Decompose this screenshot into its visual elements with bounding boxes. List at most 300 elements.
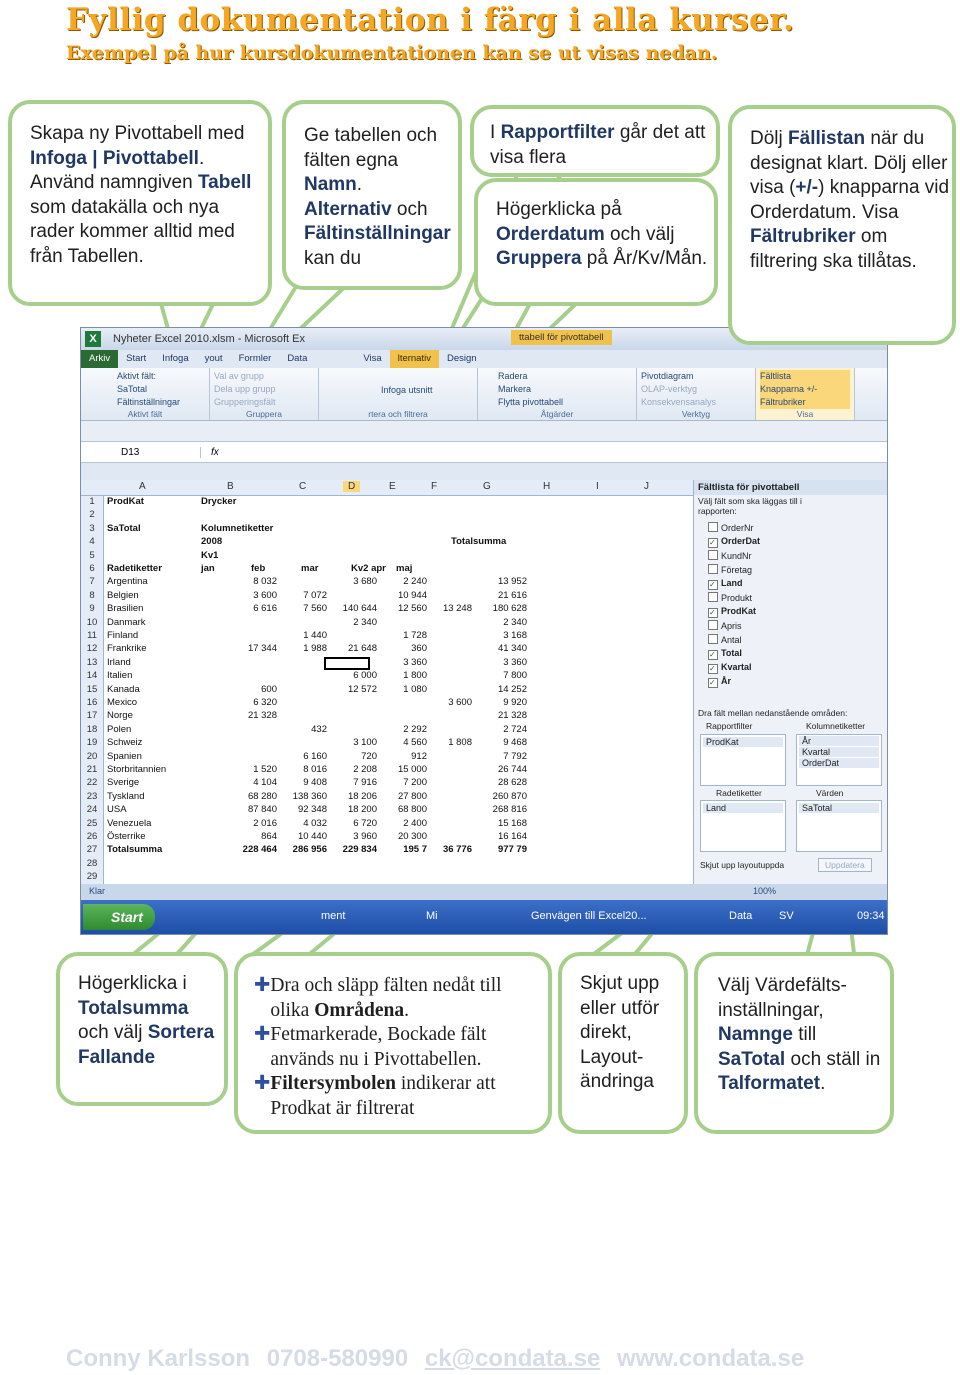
table-cell[interactable]: 600	[261, 683, 277, 695]
row-number: 27	[81, 844, 104, 857]
table-row	[81, 858, 693, 871]
ribbon-group-show	[756, 368, 855, 420]
table-cell[interactable]: 6 616	[253, 603, 277, 615]
table-cell[interactable]: Spanien	[107, 750, 142, 762]
field-name: ProdKat	[721, 606, 757, 616]
table-cell[interactable]: Brasilien	[107, 603, 144, 615]
col-header: C	[299, 481, 307, 492]
column-item[interactable]: År	[799, 736, 879, 746]
field-checkbox-0[interactable]	[708, 522, 754, 533]
values-label: Värden	[816, 788, 844, 798]
clear-button[interactable]: Radera	[498, 371, 528, 381]
group-label: Visa	[796, 409, 814, 419]
table-cell[interactable]: 7 800	[503, 670, 527, 682]
insert-slicer-button[interactable]: Infoga utsnitt	[381, 385, 433, 395]
field-name: OrderDat	[721, 536, 761, 546]
bullet-icon: ✚	[254, 975, 271, 996]
row-number: 19	[81, 737, 104, 750]
checkbox-icon[interactable]	[708, 678, 718, 688]
table-cell[interactable]: 10 440	[297, 831, 327, 842]
callout-text	[490, 121, 710, 170]
tab-arkiv[interactable]: Arkiv	[81, 350, 118, 368]
table-cell[interactable]: 21 648	[347, 643, 377, 655]
table-cell[interactable]: 140 644	[342, 603, 377, 615]
text: indikerar att Prodkat är filtrerat	[270, 1073, 496, 1119]
pivotchart-button[interactable]: Pivotdiagram	[641, 371, 694, 381]
table-cell[interactable]: 8 016	[303, 764, 327, 775]
table-cell[interactable]: 9 468	[503, 737, 527, 749]
checkbox-icon[interactable]	[708, 564, 718, 574]
callout-field-list	[728, 105, 956, 345]
table-cell[interactable]: Norge	[107, 710, 133, 722]
table-row	[81, 563, 693, 576]
column-labels-label: Kolumnetiketter	[806, 721, 866, 731]
table-cell[interactable]: 2 400	[403, 817, 427, 829]
table-cell[interactable]: Kv1	[201, 549, 219, 561]
text: Fetmarkerade, Bockade fält används nu i Pivottabellen.	[270, 1024, 487, 1070]
table-cell[interactable]: 260 870	[492, 790, 527, 802]
ungroup-button[interactable]: Dela upp grupp	[214, 384, 276, 394]
name-box[interactable]: D13	[81, 447, 201, 458]
table-row	[81, 576, 693, 589]
table-cell[interactable]: 6 160	[303, 750, 327, 762]
table-row	[81, 643, 693, 656]
table-cell[interactable]: 9 920	[503, 697, 527, 708]
table-cell[interactable]: 2 016	[253, 817, 277, 829]
table-row	[81, 844, 693, 857]
table-cell[interactable]: 9 408	[303, 777, 327, 789]
table-cell[interactable]: Mexico	[107, 697, 138, 708]
text-bold: Fältinställnin	[304, 223, 422, 244]
text: Högerklicka på	[496, 199, 622, 220]
table-cell[interactable]: 3 360	[503, 656, 527, 668]
text: och	[391, 198, 428, 220]
table-cell[interactable]: Totalsumma	[451, 536, 507, 548]
field-list-title: Fältlista för pivottabell	[694, 480, 888, 495]
table-cell[interactable]: 68 800	[397, 804, 427, 816]
row-labels-area[interactable]	[700, 800, 786, 852]
table-cell[interactable]: 2 340	[353, 616, 377, 628]
table-cell[interactable]: Drycker	[201, 496, 237, 507]
field-checkbox-1[interactable]	[708, 536, 760, 548]
group-label: Aktivt fält	[127, 409, 163, 419]
table-cell[interactable]: 360	[411, 643, 427, 655]
table-row	[81, 818, 693, 831]
update-button[interactable]: Uppdatera	[818, 858, 872, 872]
table-cell[interactable]: 15 000	[397, 764, 427, 775]
table-cell[interactable]: 7 560	[303, 603, 327, 615]
checkbox-icon[interactable]	[708, 592, 718, 602]
table-cell[interactable]: 1 988	[303, 643, 327, 655]
footer-phone: 0708-580990	[266, 1345, 409, 1372]
column-labels-area[interactable]	[796, 734, 882, 786]
table-cell[interactable]: 1 808	[448, 737, 472, 749]
table-cell[interactable]: 13 952	[497, 576, 527, 588]
table-cell[interactable]: 3 360	[403, 656, 427, 668]
table-cell[interactable]: 2008	[201, 536, 223, 548]
group-field-button[interactable]: Grupperingsfält	[214, 397, 276, 407]
tab-infoga[interactable]: Infoga	[162, 353, 189, 364]
row-number: 11	[81, 630, 104, 643]
taskbar-item[interactable]: ment	[321, 910, 346, 922]
table-cell[interactable]: 18 200	[347, 804, 377, 816]
table-row	[81, 684, 693, 697]
table-cell[interactable]: Radetiketter	[107, 563, 162, 574]
table-cell[interactable]: Finland	[107, 630, 139, 641]
table-cell[interactable]: 7 792	[503, 750, 527, 762]
table-row	[81, 804, 693, 817]
table-cell[interactable]: Belgien	[107, 589, 139, 601]
field-settings-button[interactable]: Fältinställningar	[117, 397, 181, 407]
field-name: År	[721, 676, 732, 686]
field-name: Företag	[721, 565, 753, 575]
table-cell[interactable]: 6 000	[353, 670, 377, 682]
table-cell[interactable]: 1 728	[403, 630, 427, 641]
table-cell[interactable]: 18 206	[347, 790, 377, 802]
callout-drag-fields	[234, 952, 552, 1134]
row-number: 6	[81, 563, 104, 576]
table-cell[interactable]: 3 100	[353, 737, 377, 749]
table-cell[interactable]: Frankrike	[107, 643, 147, 655]
table-cell[interactable]: Kanada	[107, 683, 140, 695]
table-cell[interactable]: 7 916	[353, 777, 377, 789]
table-cell[interactable]: 7 200	[403, 777, 427, 789]
status-text: Klar	[89, 886, 106, 896]
table-cell[interactable]: Venezuela	[107, 817, 152, 829]
ribbon-group-actions	[478, 368, 637, 420]
tab-alternativ[interactable]: lternativ	[390, 350, 439, 368]
table-cell[interactable]: 3 168	[503, 630, 527, 641]
table-cell[interactable]: 13 248	[442, 603, 472, 615]
text: .	[820, 1073, 826, 1094]
table-cell[interactable]: Österrike	[107, 831, 146, 842]
group-selection-button[interactable]: Val av grupp	[214, 371, 264, 381]
page-subtitle: Exempel på hur kursdokumentationen kan se ut visas nedan.	[66, 42, 718, 64]
table-cell[interactable]: Totalsumma	[107, 844, 163, 856]
text: Välj Värdefälts-inställningar,	[718, 975, 847, 1021]
table-cell[interactable]: maj	[396, 563, 413, 574]
active-field-value[interactable]: SaTotal	[117, 384, 148, 394]
table-cell[interactable]: 87 840	[247, 804, 277, 816]
field-checkbox-6[interactable]	[708, 606, 756, 618]
field-checkbox-7[interactable]	[708, 620, 742, 631]
table-cell[interactable]: 6 720	[353, 817, 377, 829]
bullet-icon: ✚	[254, 1024, 271, 1045]
table-cell[interactable]: 2 292	[403, 723, 427, 735]
row-number: 26	[81, 831, 104, 844]
table-cell[interactable]: 16 164	[497, 831, 527, 842]
table-cell[interactable]: 1 080	[403, 683, 427, 695]
table-row	[81, 657, 693, 670]
checkbox-icon[interactable]	[708, 550, 718, 560]
table-cell[interactable]: USA	[107, 804, 127, 816]
table-cell[interactable]: Polen	[107, 723, 132, 735]
field-list-toggle[interactable]: Fältlista	[760, 370, 850, 383]
table-cell[interactable]: jan	[201, 563, 215, 574]
text-bold: gar	[421, 223, 451, 244]
table-cell[interactable]: Kolumnetiketter	[201, 522, 274, 534]
drag-prompt: Dra fält mellan nedanstående områden:	[698, 708, 848, 718]
row-number: 8	[81, 590, 104, 603]
table-cell[interactable]: 1 800	[403, 670, 427, 682]
excel-logo-icon: X	[85, 331, 101, 347]
table-cell[interactable]: 20 300	[397, 831, 427, 842]
what-if-button[interactable]: Konsekvensanalys	[641, 397, 717, 407]
table-cell[interactable]: 1 520	[253, 764, 277, 775]
row-number: 23	[81, 791, 104, 804]
table-cell[interactable]: 195 7	[403, 844, 427, 856]
ribbon-group-active-field	[81, 368, 210, 420]
checkbox-icon[interactable]	[708, 580, 718, 590]
table-cell[interactable]: 4 104	[253, 777, 277, 789]
table-cell[interactable]: Kv2 apr	[351, 563, 386, 574]
table-cell[interactable]: 26 744	[497, 764, 527, 775]
callout-text	[254, 974, 544, 1121]
group-label: rtera och filtrera	[368, 409, 428, 419]
table-cell[interactable]: 138 360	[292, 790, 327, 802]
table-cell[interactable]: 720	[361, 750, 377, 762]
text: ) knapparna vid Orderdatum. Visa	[750, 177, 950, 223]
text-bold: +/-	[795, 177, 819, 198]
text: Skapa ny Pivottabell med	[30, 123, 245, 144]
text-bold: Fällistan	[788, 128, 866, 149]
checkbox-icon[interactable]	[708, 620, 718, 630]
plus-minus-buttons-toggle[interactable]: Knapparna +/-	[760, 383, 850, 396]
col-header: D	[343, 481, 360, 492]
row-number: 13	[81, 657, 104, 670]
table-row	[81, 590, 693, 603]
table-cell[interactable]: 912	[411, 750, 427, 762]
field-checkbox-5[interactable]	[708, 592, 752, 603]
start-button[interactable]: Start	[83, 904, 155, 930]
excel-screenshot	[80, 327, 888, 935]
col-header: F	[431, 481, 438, 492]
table-cell[interactable]: 229 834	[342, 844, 377, 856]
table-cell[interactable]: 17 344	[247, 643, 277, 655]
table-cell[interactable]: 4 032	[303, 817, 327, 829]
olap-tools-button[interactable]: OLAP-verktyg	[641, 384, 698, 394]
callout-report-filter	[470, 105, 720, 177]
report-filter-label: Rapportfilter	[706, 721, 753, 731]
checkbox-icon[interactable]	[708, 664, 718, 674]
table-cell[interactable]: Sverige	[107, 777, 140, 789]
table-cell[interactable]: 10 944	[397, 589, 427, 601]
tab-start[interactable]: Start	[126, 353, 147, 364]
footer-contact	[66, 1345, 814, 1373]
text-bold: Fältrubriker	[750, 226, 856, 247]
table-cell[interactable]: 2 340	[503, 616, 527, 628]
tab-formler[interactable]: Formler	[238, 353, 272, 364]
taskbar-item[interactable]: Genvägen till Excel20...	[531, 910, 647, 922]
table-cell[interactable]: feb	[251, 563, 266, 574]
text: går det att visa flera	[490, 122, 706, 168]
status-bar	[81, 884, 887, 900]
checkbox-icon[interactable]	[708, 650, 718, 660]
tab-visa[interactable]: Visa	[363, 353, 382, 364]
move-pivottable-button[interactable]: Flytta pivottabell	[498, 397, 564, 407]
table-cell[interactable]: ProdKat	[107, 496, 144, 507]
table-cell[interactable]: 12 560	[397, 603, 427, 615]
text-bold: Gruppera	[496, 248, 582, 269]
row-number: 22	[81, 777, 104, 790]
bullet-item	[254, 1023, 544, 1072]
table-cell[interactable]: Tyskland	[107, 790, 145, 802]
field-list-prompt: Välj fält som ska läggas till i rapporten:	[698, 496, 802, 516]
table-row	[81, 617, 693, 630]
table-row	[81, 737, 693, 750]
defer-layout-checkbox[interactable]: Skjut upp layoutuppda	[700, 860, 785, 870]
table-row	[81, 536, 693, 549]
table-cell[interactable]: 3 600	[448, 697, 472, 708]
table-cell[interactable]: 3 600	[253, 589, 277, 601]
table-row	[81, 496, 693, 509]
footer-email-link[interactable]: ck@condata.se	[424, 1345, 601, 1372]
field-name: Antal	[721, 635, 742, 645]
table-cell[interactable]: 432	[311, 723, 327, 735]
table-cell[interactable]: 21 328	[247, 710, 277, 722]
footer-web-link[interactable]: www.condata.se	[617, 1345, 805, 1372]
row-number: 17	[81, 710, 104, 723]
column-item[interactable]: Kvartal	[799, 747, 879, 757]
taskbar-item[interactable]: Mi	[426, 910, 438, 922]
ribbon	[81, 368, 887, 421]
worksheet-grid[interactable]	[81, 480, 693, 888]
row-item[interactable]: Land	[703, 803, 783, 813]
tab-design[interactable]: Design	[446, 353, 477, 364]
text-bold: SaTotal	[718, 1048, 786, 1070]
table-row	[81, 777, 693, 790]
table-cell[interactable]: 2 724	[503, 723, 527, 735]
col-header: H	[543, 481, 551, 492]
table-row	[81, 791, 693, 804]
table-cell[interactable]: Schweiz	[107, 737, 143, 749]
table-row	[81, 670, 693, 683]
taskbar-item[interactable]: Data	[729, 910, 753, 922]
table-cell[interactable]: 180 628	[492, 603, 527, 615]
text: Skjut upp eller utför direkt, Layout-ändringa	[580, 973, 660, 1092]
field-checkbox-8[interactable]	[708, 634, 742, 645]
table-cell[interactable]: 15 168	[497, 817, 527, 829]
table-cell[interactable]: Danmark	[107, 616, 146, 628]
row-number: 28	[81, 858, 104, 871]
table-cell[interactable]: 41 340	[497, 643, 527, 655]
field-checkbox-10[interactable]	[708, 662, 752, 674]
row-number: 12	[81, 643, 104, 656]
field-checkbox-3[interactable]	[708, 564, 752, 575]
bullet-item	[254, 974, 544, 1023]
checkbox-icon[interactable]	[708, 522, 718, 532]
row-number: 3	[81, 523, 104, 536]
window-title: Nyheter Excel 2010.xlsm - Microsoft Ex	[113, 333, 305, 345]
tab-layout[interactable]: yout	[204, 353, 223, 364]
table-cell[interactable]: 28 628	[497, 777, 527, 789]
table-cell[interactable]: 8 032	[253, 576, 277, 588]
field-checkbox-2[interactable]	[708, 550, 752, 561]
table-cell[interactable]: 286 956	[292, 844, 327, 856]
table-cell[interactable]: 268 816	[492, 804, 527, 816]
table-cell[interactable]: 27 800	[397, 790, 427, 802]
table-cell[interactable]: 36 776	[442, 844, 472, 856]
table-row	[81, 509, 693, 522]
table-cell[interactable]: Argentina	[107, 576, 148, 588]
table-row	[81, 697, 693, 710]
table-cell[interactable]: 2 240	[403, 576, 427, 588]
table-cell[interactable]: 1 440	[303, 630, 327, 641]
table-cell[interactable]: Storbritannien	[107, 764, 167, 775]
report-filter-area[interactable]	[700, 734, 786, 786]
text-bold: Orderdatum	[496, 223, 605, 245]
text: kan du	[304, 247, 362, 269]
text-bold: Talformatet	[718, 1073, 821, 1094]
table-cell[interactable]: SaTotal	[107, 522, 141, 534]
callout-value-settings	[694, 952, 894, 1134]
table-cell[interactable]: 864	[261, 831, 277, 842]
table-cell[interactable]: 68 280	[247, 790, 277, 802]
callout-text	[78, 972, 224, 1070]
tab-data[interactable]: Data	[287, 353, 308, 364]
context-tab-label: ttabell för pivottabell	[511, 330, 612, 345]
language-indicator[interactable]: SV	[779, 910, 794, 922]
field-headers-toggle[interactable]: Fältrubriker	[760, 396, 850, 409]
callout-defer	[558, 952, 688, 1134]
table-cell[interactable]: 21 328	[497, 710, 527, 722]
table-cell[interactable]: 21 616	[497, 589, 527, 601]
text-bold: Totalsumma	[78, 997, 189, 1019]
table-cell[interactable]: 2 208	[353, 764, 377, 775]
checkbox-icon[interactable]	[708, 634, 718, 644]
row-number: 7	[81, 576, 104, 589]
group-label: Verktyg	[681, 409, 711, 419]
text: Ge tabellen och fälten egna	[304, 125, 438, 171]
table-cell[interactable]: Italien	[107, 670, 133, 682]
table-cell[interactable]: 14 252	[497, 683, 527, 695]
table-cell[interactable]: 3 680	[353, 576, 377, 588]
table-cell[interactable]: 3 960	[353, 831, 377, 842]
table-cell[interactable]: 977 79	[497, 844, 527, 856]
value-item[interactable]: SaTotal	[799, 803, 879, 813]
select-button[interactable]: Markera	[498, 384, 532, 394]
field-checkbox-4[interactable]	[708, 578, 743, 590]
table-cell[interactable]: 228 464	[242, 844, 277, 856]
page-title: Fyllig dokumentation i färg i alla kurser.	[66, 2, 795, 38]
table-cell[interactable]: mar	[301, 563, 319, 574]
checkbox-icon[interactable]	[708, 538, 718, 548]
table-cell[interactable]: 7 072	[303, 589, 327, 601]
row-number: 5	[81, 550, 104, 563]
field-name: Produkt	[721, 593, 753, 603]
table-cell[interactable]: 4 560	[403, 737, 427, 749]
text-bold: Alternativ	[304, 198, 392, 220]
col-header: B	[227, 481, 234, 492]
field-checkbox-9[interactable]	[708, 648, 742, 660]
col-header: G	[483, 481, 491, 492]
table-cell[interactable]: 92 348	[297, 804, 327, 816]
column-item[interactable]: OrderDat	[799, 758, 879, 768]
callout-group-date	[474, 178, 718, 306]
fx-icon: fx	[211, 446, 219, 458]
checkbox-icon[interactable]	[708, 608, 718, 618]
field-name: Kvartal	[721, 662, 752, 672]
table-cell[interactable]: 12 572	[347, 683, 377, 695]
text-bold: Namnge	[718, 1024, 793, 1045]
formula-bar	[81, 442, 887, 463]
field-checkbox-11[interactable]	[708, 676, 731, 688]
active-cell[interactable]	[324, 657, 370, 670]
table-cell[interactable]: 6 320	[253, 697, 277, 708]
filter-item[interactable]: ProdKat	[703, 737, 783, 747]
values-area[interactable]	[796, 800, 882, 852]
table-cell[interactable]: Irland	[107, 656, 131, 668]
